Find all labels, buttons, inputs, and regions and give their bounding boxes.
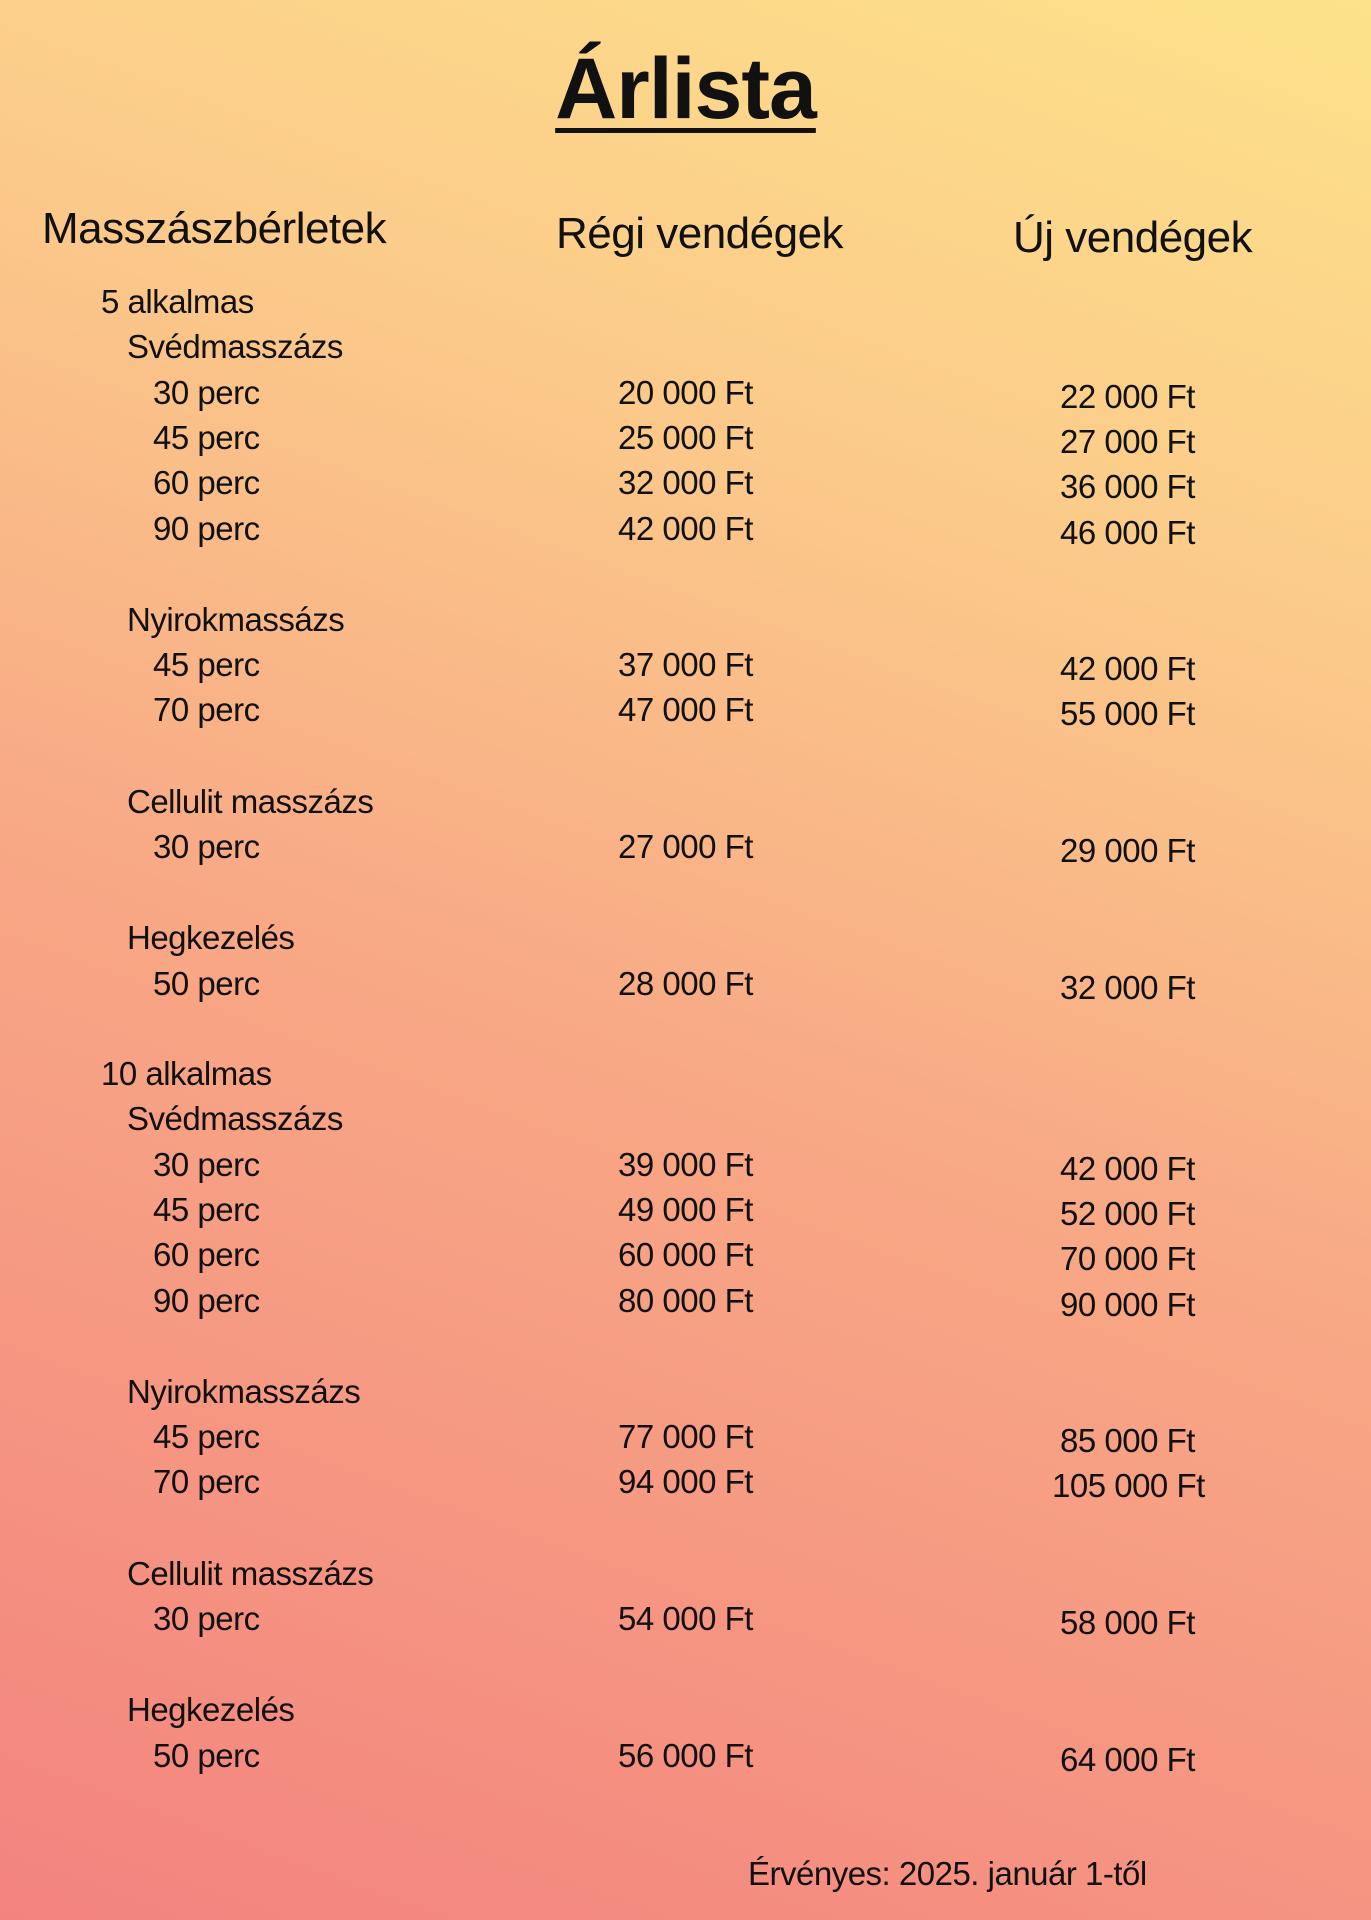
duration: 90 perc <box>153 509 260 547</box>
price-returning: 94 000 Ft <box>618 1463 753 1501</box>
plan-name: 5 alkalmas <box>101 283 254 320</box>
price-returning: 20 000 Ft <box>618 373 753 411</box>
price-returning: 28 000 Ft <box>618 964 753 1002</box>
treatment-heading <box>0 919 1371 963</box>
price-new: 70 000 Ft <box>1060 1240 1195 1278</box>
treatment-name: Nyirokmassázs <box>127 600 345 638</box>
duration: 50 perc <box>153 1736 260 1774</box>
treatment-name: Svédmasszázs <box>127 328 343 366</box>
duration: 70 perc <box>153 1463 260 1501</box>
duration: 30 perc <box>153 1145 260 1183</box>
duration: 45 perc <box>153 646 260 684</box>
treatment-name: Hegkezelés <box>127 1691 295 1729</box>
price-new: 42 000 Ft <box>1060 1149 1195 1187</box>
treatment-heading <box>0 1373 1371 1417</box>
treatment-heading <box>0 1691 1371 1735</box>
price-row <box>0 1191 1371 1235</box>
duration: 30 perc <box>153 373 260 411</box>
price-returning: 56 000 Ft <box>618 1736 753 1774</box>
price-new: 22 000 Ft <box>1060 377 1195 415</box>
price-new: 27 000 Ft <box>1060 422 1195 460</box>
price-new: 90 000 Ft <box>1060 1285 1195 1323</box>
price-new: 52 000 Ft <box>1060 1194 1195 1232</box>
treatment-name: Cellulit masszázs <box>127 1554 374 1592</box>
validity-note: Érvényes: 2025. január 1-től <box>748 1855 1147 1892</box>
price-new: 32 000 Ft <box>1060 968 1195 1006</box>
price-row <box>0 646 1371 690</box>
duration: 70 perc <box>153 691 260 729</box>
price-returning: 80 000 Ft <box>618 1281 753 1319</box>
price-row <box>0 691 1371 735</box>
duration: 45 perc <box>153 418 260 456</box>
duration: 45 perc <box>153 1418 260 1456</box>
treatment-heading <box>0 1555 1371 1599</box>
price-row <box>0 510 1371 554</box>
price-returning: 42 000 Ft <box>618 509 753 547</box>
treatment-heading <box>0 328 1371 372</box>
price-returning: 27 000 Ft <box>618 828 753 865</box>
duration: 30 perc <box>153 1600 260 1637</box>
price-returning: 47 000 Ft <box>618 691 753 729</box>
price-row <box>0 1146 1371 1190</box>
price-returning: 49 000 Ft <box>618 1190 753 1228</box>
duration: 30 perc <box>153 828 260 865</box>
header-returning-guests: Régi vendégek <box>556 209 844 258</box>
price-new: 46 000 Ft <box>1060 513 1195 551</box>
price-returning: 60 000 Ft <box>618 1236 753 1274</box>
header-new-guests: Új vendégek <box>1013 213 1253 262</box>
page-title <box>0 40 1371 139</box>
price-row <box>0 1236 1371 1280</box>
duration: 45 perc <box>153 1190 260 1228</box>
price-new: 105 000 Ft <box>1052 1467 1205 1505</box>
treatment-heading <box>0 601 1371 645</box>
price-row <box>0 1463 1371 1507</box>
duration: 60 perc <box>153 464 260 502</box>
price-new: 64 000 Ft <box>1060 1740 1195 1778</box>
plan-name: 10 alkalmas <box>101 1055 272 1092</box>
price-returning: 77 000 Ft <box>618 1418 753 1456</box>
price-returning: 37 000 Ft <box>618 646 753 684</box>
price-row <box>0 828 1371 872</box>
plan-heading <box>0 283 1371 327</box>
treatment-name: Hegkezelés <box>127 919 295 957</box>
price-new: 29 000 Ft <box>1060 832 1195 869</box>
price-new: 85 000 Ft <box>1060 1422 1195 1460</box>
plan-heading <box>0 1055 1371 1099</box>
price-new: 55 000 Ft <box>1060 695 1195 733</box>
price-row <box>0 419 1371 463</box>
price-row <box>0 1600 1371 1644</box>
treatment-name: Cellulit masszázs <box>127 782 374 820</box>
duration: 90 perc <box>153 1281 260 1319</box>
price-new: 36 000 Ft <box>1060 468 1195 506</box>
price-new: 42 000 Ft <box>1060 650 1195 688</box>
duration: 60 perc <box>153 1236 260 1274</box>
price-row <box>0 965 1371 1009</box>
treatment-heading <box>0 1100 1371 1144</box>
price-row <box>0 1737 1371 1781</box>
price-returning: 32 000 Ft <box>618 464 753 502</box>
price-new: 58 000 Ft <box>1060 1604 1195 1641</box>
treatment-name: Svédmasszázs <box>127 1100 343 1138</box>
page-title-text: Árlista <box>555 41 816 137</box>
price-row <box>0 1418 1371 1462</box>
duration: 50 perc <box>153 964 260 1002</box>
price-row <box>0 1282 1371 1326</box>
treatment-heading <box>0 783 1371 827</box>
price-row <box>0 374 1371 418</box>
price-returning: 54 000 Ft <box>618 1600 753 1637</box>
price-returning: 39 000 Ft <box>618 1145 753 1183</box>
price-returning: 25 000 Ft <box>618 418 753 456</box>
price-row <box>0 464 1371 508</box>
treatment-name: Nyirokmasszázs <box>127 1372 361 1410</box>
header-category: Masszászbérletek <box>42 204 387 253</box>
